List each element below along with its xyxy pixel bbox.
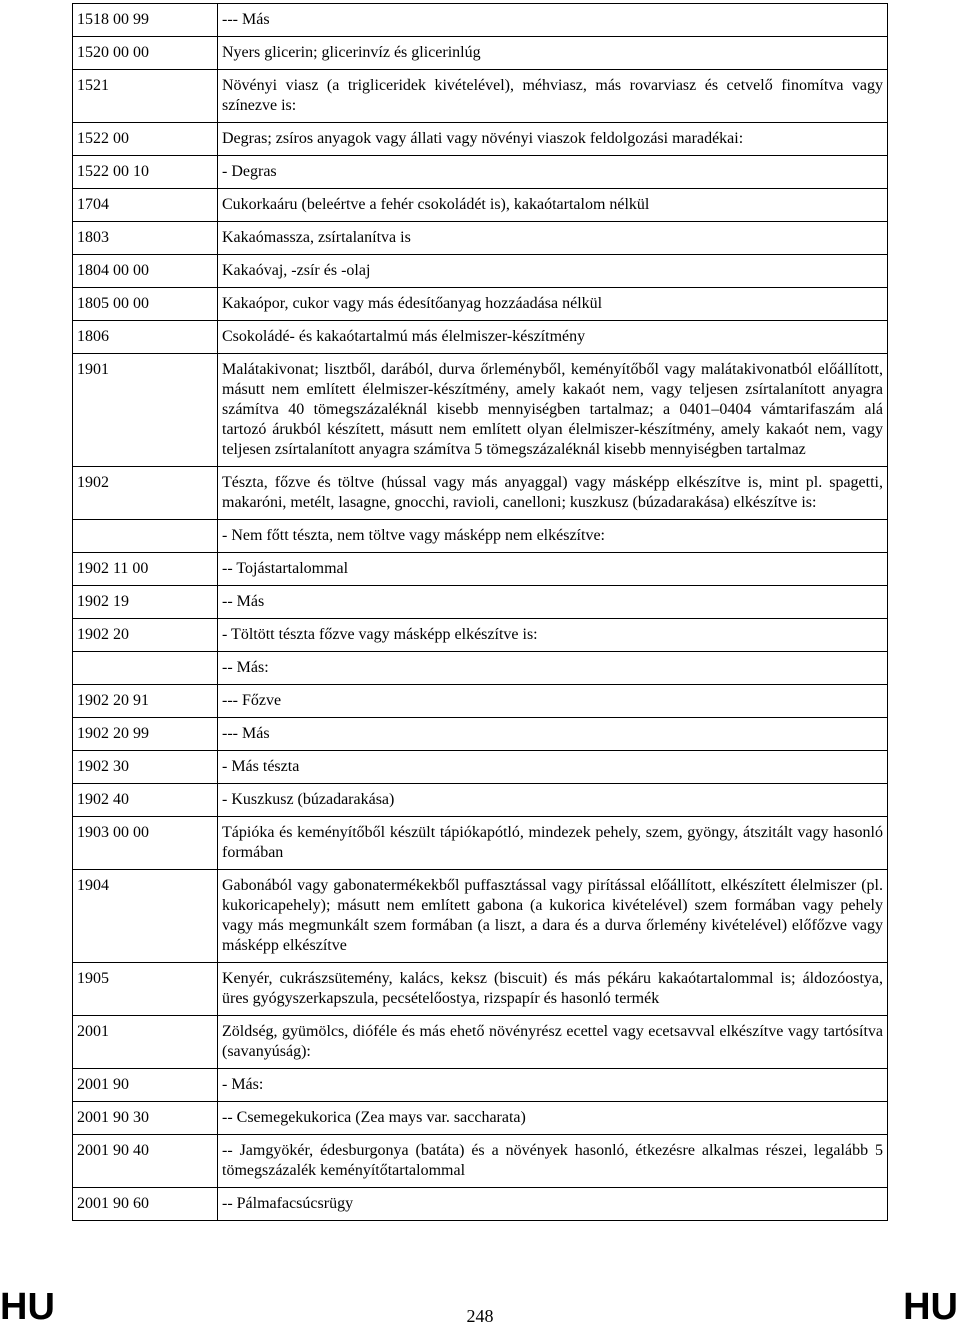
description-cell: - Töltött tészta főzve vagy másképp elkészítve is: bbox=[218, 619, 888, 652]
tariff-code-cell: 2001 90 40 bbox=[73, 1135, 218, 1188]
tariff-code-cell: 1902 bbox=[73, 467, 218, 520]
description-cell: Kenyér, cukrászsütemény, kalács, keksz (biscuit) és más pékáru kakaótartalommal is; áldozóostya, üres gyógyszerkapszula, pecsételőostya, rizspapír és hasonló termék bbox=[218, 963, 888, 1016]
table-row bbox=[73, 255, 888, 288]
tariff-code-cell: 1905 bbox=[73, 963, 218, 1016]
description-cell: Kakaópor, cukor vagy más édesítőanyag hozzáadása nélkül bbox=[218, 288, 888, 321]
description-cell: Malátakivonat; lisztből, darából, durva őrleményből, keményítőből vagy malátakivonatból előállított, másutt nem említett élelmiszer-készítmény, amely kakaót nem, vagy teljesen zsírtalanított anyagra számítva 40 tömegszázaléknál kisebb mennyiségben tartalmaz; a 0401–0404 vámtarifaszám alá tartozó árukból készített, másutt nem említett olyan élelmiszer-készítmény, amely kakaót nem, vagy teljesen zsírtalanított anyagra számítva 5 tömegszázaléknál kisebb mennyiségben tartalmaz bbox=[218, 354, 888, 467]
description-cell: - Más: bbox=[218, 1069, 888, 1102]
description-cell: Degras; zsíros anyagok vagy állati vagy növényi viaszok feldolgozási maradékai: bbox=[218, 123, 888, 156]
description-cell: - Degras bbox=[218, 156, 888, 189]
description-cell: Tészta, főzve és töltve (hússal vagy más anyaggal) vagy másképp elkészítve is, mint pl. spagetti, makaróni, metélt, lasagne, gnocchi, ravioli, canelloni; kuszkusz (búzadarakása) elkészítve is: bbox=[218, 467, 888, 520]
table-row bbox=[73, 718, 888, 751]
description-cell: Nyers glicerin; glicerinvíz és glicerinlúg bbox=[218, 37, 888, 70]
tariff-code-cell: 1518 00 99 bbox=[73, 4, 218, 37]
tariff-code-cell: 1902 20 91 bbox=[73, 685, 218, 718]
table-row bbox=[73, 70, 888, 123]
description-cell: - Kuszkusz (búzadarakása) bbox=[218, 784, 888, 817]
description-cell: Cukorkaáru (beleértve a fehér csokoládét is), kakaótartalom nélkül bbox=[218, 189, 888, 222]
tariff-code-cell: 1904 bbox=[73, 870, 218, 963]
table-row bbox=[73, 1135, 888, 1188]
tariff-code-cell: 1806 bbox=[73, 321, 218, 354]
tariff-code-cell: 1901 bbox=[73, 354, 218, 467]
tariff-code-cell: 2001 bbox=[73, 1016, 218, 1069]
description-cell: -- Csemegekukorica (Zea mays var. saccharata) bbox=[218, 1102, 888, 1135]
table-row bbox=[73, 354, 888, 467]
footer-language-left: HU bbox=[0, 1286, 55, 1328]
description-cell: -- Tojástartalommal bbox=[218, 553, 888, 586]
table-row bbox=[73, 1069, 888, 1102]
description-cell: - Nem főtt tészta, nem töltve vagy másképp nem elkészítve: bbox=[218, 520, 888, 553]
description-cell: -- Pálmafacsúcsrügy bbox=[218, 1188, 888, 1221]
table-row bbox=[73, 870, 888, 963]
table-row bbox=[73, 1102, 888, 1135]
tariff-code-cell: 1902 20 99 bbox=[73, 718, 218, 751]
description-cell: --- Más bbox=[218, 4, 888, 37]
description-cell: Tápióka és keményítőből készült tápiókapótló, mindezek pehely, szem, gyöngy, átszitált vagy hasonló formában bbox=[218, 817, 888, 870]
description-cell: -- Más: bbox=[218, 652, 888, 685]
tariff-code-cell: 1805 00 00 bbox=[73, 288, 218, 321]
table-row bbox=[73, 156, 888, 189]
table-row bbox=[73, 553, 888, 586]
table-row bbox=[73, 288, 888, 321]
tariff-code-cell: 1902 19 bbox=[73, 586, 218, 619]
table-row bbox=[73, 963, 888, 1016]
description-cell: Kakaóvaj, -zsír és -olaj bbox=[218, 255, 888, 288]
table-row bbox=[73, 37, 888, 70]
table-row bbox=[73, 751, 888, 784]
table-row bbox=[73, 817, 888, 870]
tariff-code-cell: 1902 11 00 bbox=[73, 553, 218, 586]
description-cell: Csokoládé- és kakaótartalmú más élelmiszer-készítmény bbox=[218, 321, 888, 354]
tariff-code-cell: 1522 00 bbox=[73, 123, 218, 156]
tariff-code-cell: 1522 00 10 bbox=[73, 156, 218, 189]
tariff-code-cell: 1902 40 bbox=[73, 784, 218, 817]
description-cell: Növényi viasz (a trigliceridek kivételével), méhviasz, más rovarviasz és cetvelő finomítva vagy színezve is: bbox=[218, 70, 888, 123]
table-row bbox=[73, 685, 888, 718]
table-row bbox=[73, 586, 888, 619]
table-row bbox=[73, 189, 888, 222]
description-cell: --- Más bbox=[218, 718, 888, 751]
tariff-table-body bbox=[73, 4, 888, 1221]
tariff-code-cell: 1902 30 bbox=[73, 751, 218, 784]
tariff-code-cell: 2001 90 bbox=[73, 1069, 218, 1102]
tariff-code-cell: 2001 90 60 bbox=[73, 1188, 218, 1221]
description-cell: - Más tészta bbox=[218, 751, 888, 784]
tariff-code-cell: 1804 00 00 bbox=[73, 255, 218, 288]
tariff-code-cell bbox=[73, 520, 218, 553]
table-row bbox=[73, 652, 888, 685]
tariff-code-cell: 2001 90 30 bbox=[73, 1102, 218, 1135]
table-row bbox=[73, 520, 888, 553]
description-cell: Kakaómassza, zsírtalanítva is bbox=[218, 222, 888, 255]
tariff-code-cell: 1803 bbox=[73, 222, 218, 255]
table-row bbox=[73, 784, 888, 817]
tariff-code-cell: 1902 20 bbox=[73, 619, 218, 652]
tariff-code-cell bbox=[73, 652, 218, 685]
tariff-code-cell: 1521 bbox=[73, 70, 218, 123]
table-row bbox=[73, 4, 888, 37]
tariff-code-cell: 1520 00 00 bbox=[73, 37, 218, 70]
footer-language-right: HU bbox=[903, 1286, 958, 1328]
tariff-code-cell: 1903 00 00 bbox=[73, 817, 218, 870]
description-cell: Gabonából vagy gabonatermékekből puffasztással vagy pirítással előállított, elkészített élelmiszer (pl. kukoricapehely); másutt nem említett gabona (a kukorica kivételével) szem formában vagy pehely vagy más megmunkált szem formában (a liszt, a dara és a durva őrlemény kivételével) előfőzve vagy másképp elkészítve bbox=[218, 870, 888, 963]
table-row bbox=[73, 222, 888, 255]
table-row bbox=[73, 619, 888, 652]
tariff-table bbox=[72, 3, 888, 1221]
table-row bbox=[73, 1016, 888, 1069]
description-cell: -- Jamgyökér, édesburgonya (batáta) és a növények hasonló, étkezésre alkalmas részei, legalább 5 tömegszázalék keményítőtartalommal bbox=[218, 1135, 888, 1188]
description-cell: -- Más bbox=[218, 586, 888, 619]
table-row bbox=[73, 1188, 888, 1221]
table-row bbox=[73, 467, 888, 520]
description-cell: Zöldség, gyümölcs, dióféle és más ehető növényrész ecettel vagy ecetsavval elkészítve vagy tartósítva (savanyúság): bbox=[218, 1016, 888, 1069]
page-number: 248 bbox=[466, 1306, 494, 1326]
table-row bbox=[73, 123, 888, 156]
description-cell: --- Főzve bbox=[218, 685, 888, 718]
table-row bbox=[73, 321, 888, 354]
tariff-code-cell: 1704 bbox=[73, 189, 218, 222]
